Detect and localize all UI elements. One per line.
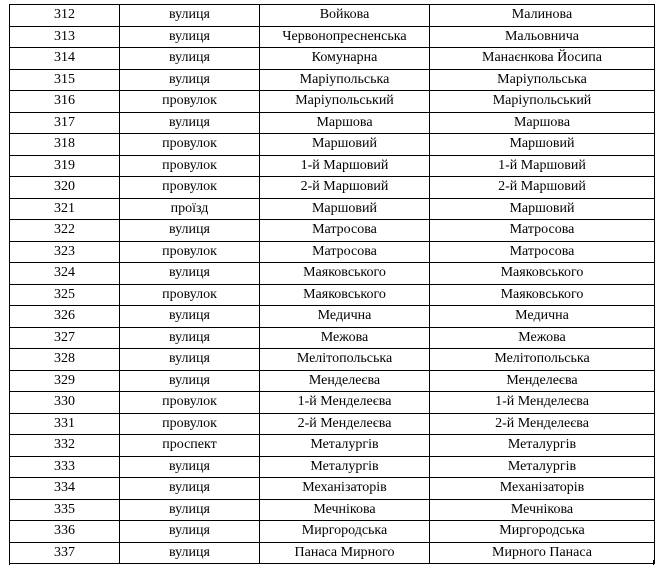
row-number: 335 (10, 499, 120, 521)
table-row (10, 69, 655, 91)
row-number: 321 (10, 198, 120, 220)
street-type: проїзд (120, 198, 260, 220)
street-type: вулиця (120, 69, 260, 91)
old-street-name: 1-й Маршовий (260, 155, 430, 177)
street-type: провулок (120, 91, 260, 113)
street-type: вулиця (120, 478, 260, 500)
new-street-name: Маріупольський (430, 91, 655, 113)
old-street-name: Маршовий (260, 134, 430, 156)
table-row (10, 91, 655, 113)
table-row (10, 5, 655, 27)
table-row (10, 478, 655, 500)
new-street-name: Металургів (430, 435, 655, 457)
table-row (10, 134, 655, 156)
row-number: 313 (10, 26, 120, 48)
new-street-name: 2-й Менделеєва (430, 413, 655, 435)
street-type: вулиця (120, 370, 260, 392)
old-street-name: Межова (260, 327, 430, 349)
table-row (10, 521, 655, 543)
new-street-name: Мечнікова (430, 499, 655, 521)
street-type: вулиця (120, 26, 260, 48)
old-street-name: Мелітопольська (260, 349, 430, 371)
old-street-name: 2-й Маршовий (260, 177, 430, 199)
old-street-name: Менделеєва (260, 370, 430, 392)
old-street-name: Маяковського (260, 284, 430, 306)
street-type: вулиця (120, 521, 260, 543)
old-street-name: Маріупольська (260, 69, 430, 91)
table-row (10, 241, 655, 263)
row-number: 331 (10, 413, 120, 435)
street-type: провулок (120, 241, 260, 263)
row-number: 315 (10, 69, 120, 91)
table-row (10, 370, 655, 392)
table-row (10, 48, 655, 70)
street-type: провулок (120, 392, 260, 414)
row-number: 327 (10, 327, 120, 349)
old-street-name: Комунарна (260, 48, 430, 70)
street-type: вулиця (120, 306, 260, 328)
table-row (10, 306, 655, 328)
row-number: 318 (10, 134, 120, 156)
new-street-name: 1-й Менделеєва (430, 392, 655, 414)
table-row (10, 26, 655, 48)
new-street-name: Механізаторів (430, 478, 655, 500)
new-street-name: Мальовнича (430, 26, 655, 48)
table-row (10, 220, 655, 242)
new-street-name: 1-й Маршовий (430, 155, 655, 177)
table-row (10, 155, 655, 177)
new-street-name: Межова (430, 327, 655, 349)
table-row (10, 198, 655, 220)
row-number: 328 (10, 349, 120, 371)
street-type: вулиця (120, 263, 260, 285)
row-number: 317 (10, 112, 120, 134)
street-type: провулок (120, 413, 260, 435)
table-row (10, 177, 655, 199)
old-street-name: Маріупольський (260, 91, 430, 113)
row-number: 319 (10, 155, 120, 177)
old-street-name: 2-й Менделеєва (260, 413, 430, 435)
new-street-name: Металургів (430, 456, 655, 478)
street-type: вулиця (120, 112, 260, 134)
row-number: 325 (10, 284, 120, 306)
street-type: вулиця (120, 349, 260, 371)
old-street-name: Миргородська (260, 521, 430, 543)
row-number: 336 (10, 521, 120, 543)
old-street-name: 1-й Менделеєва (260, 392, 430, 414)
new-street-name: Маяковського (430, 284, 655, 306)
row-number: 316 (10, 91, 120, 113)
street-type: вулиця (120, 48, 260, 70)
row-number: 320 (10, 177, 120, 199)
new-street-name: Мелітопольська (430, 349, 655, 371)
street-type: вулиця (120, 456, 260, 478)
new-street-name: Маршовий (430, 198, 655, 220)
table-row (10, 349, 655, 371)
old-street-name: Матросова (260, 220, 430, 242)
row-number: 324 (10, 263, 120, 285)
table-row (10, 499, 655, 521)
street-type: провулок (120, 155, 260, 177)
street-type: вулиця (120, 327, 260, 349)
old-street-name: Червонопресненська (260, 26, 430, 48)
new-street-name: Малинова (430, 5, 655, 27)
old-street-name: Металургів (260, 456, 430, 478)
new-street-name: Манаєнкова Йосипа (430, 48, 655, 70)
street-type: вулиця (120, 5, 260, 27)
table-row (10, 413, 655, 435)
row-number: 334 (10, 478, 120, 500)
old-street-name: Панаса Мирного (260, 542, 430, 564)
table-row (10, 263, 655, 285)
new-street-name: Матросова (430, 241, 655, 263)
new-street-name: Медична (430, 306, 655, 328)
old-street-name: Медична (260, 306, 430, 328)
table-row (10, 327, 655, 349)
table-row (10, 392, 655, 414)
street-type: вулиця (120, 542, 260, 564)
old-street-name: Маршовий (260, 198, 430, 220)
row-number: 322 (10, 220, 120, 242)
table-row (10, 435, 655, 457)
table-body (10, 5, 655, 564)
table-row (10, 456, 655, 478)
row-number: 312 (10, 5, 120, 27)
row-number: 329 (10, 370, 120, 392)
new-street-name: Матросова (430, 220, 655, 242)
row-number: 337 (10, 542, 120, 564)
street-type: проспект (120, 435, 260, 457)
new-street-name: Менделеєва (430, 370, 655, 392)
table-row (10, 112, 655, 134)
old-street-name: Войкова (260, 5, 430, 27)
old-street-name: Механізаторів (260, 478, 430, 500)
old-street-name: Маршова (260, 112, 430, 134)
street-type: вулиця (120, 499, 260, 521)
row-number: 314 (10, 48, 120, 70)
row-number: 323 (10, 241, 120, 263)
row-number: 326 (10, 306, 120, 328)
new-street-name: Маршова (430, 112, 655, 134)
new-street-name: Миргородська (430, 521, 655, 543)
table-row (10, 284, 655, 306)
row-number: 333 (10, 456, 120, 478)
new-street-name: Маршовий (430, 134, 655, 156)
old-street-name: Мечнікова (260, 499, 430, 521)
old-street-name: Металургів (260, 435, 430, 457)
street-type: вулиця (120, 220, 260, 242)
new-street-name: Маяковського (430, 263, 655, 285)
new-street-name: 2-й Маршовий (430, 177, 655, 199)
old-street-name: Матросова (260, 241, 430, 263)
table-continuation (9, 560, 654, 565)
old-street-name: Маяковського (260, 263, 430, 285)
row-number: 332 (10, 435, 120, 457)
street-type: провулок (120, 134, 260, 156)
street-type: провулок (120, 177, 260, 199)
street-rename-table (9, 4, 655, 564)
new-street-name: Маріупольська (430, 69, 655, 91)
street-type: провулок (120, 284, 260, 306)
new-street-name: Мирного Панаса (430, 542, 655, 564)
row-number: 330 (10, 392, 120, 414)
